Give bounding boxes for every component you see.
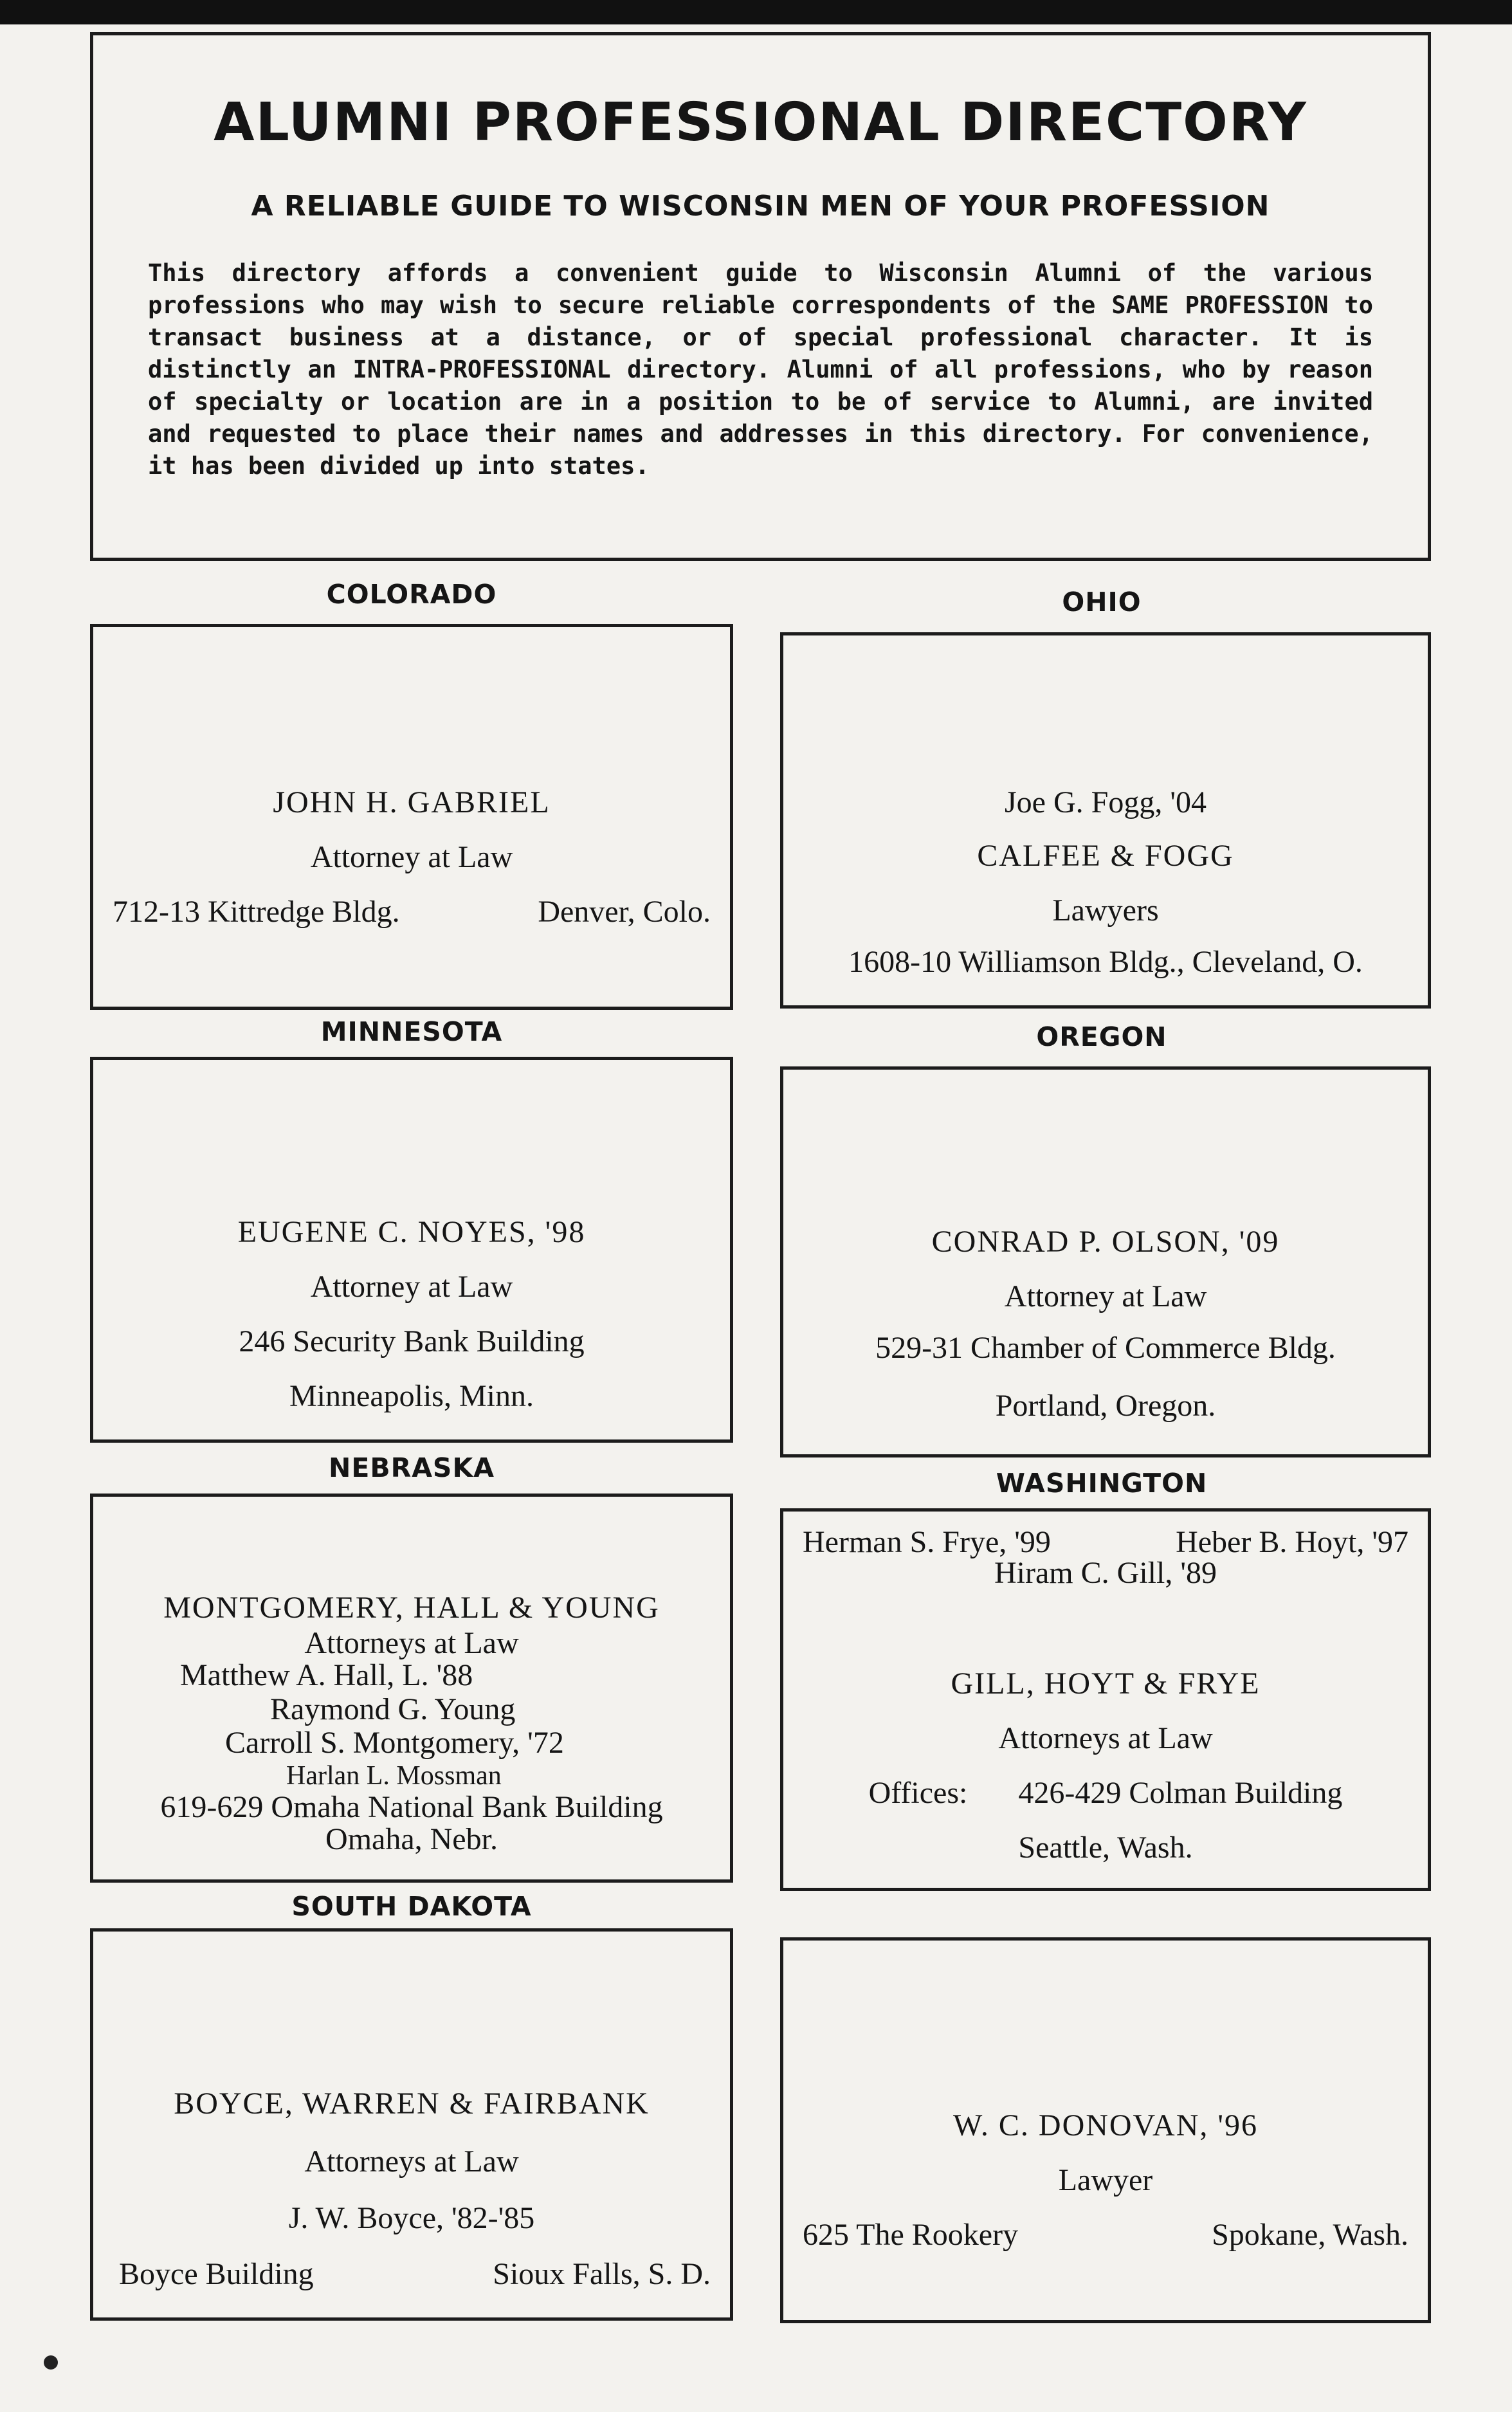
listing-city: Denver, Colo.	[538, 895, 711, 929]
listing-name: EUGENE C. NOYES, '98	[237, 1215, 586, 1249]
state-heading-oregon: OREGON	[1036, 1021, 1167, 1052]
listing-address-row	[783, 2217, 1428, 2252]
listing-firm: BOYCE, WARREN & FAIRBANK	[174, 2087, 650, 2121]
listing-title: Attorney at Law	[1004, 1279, 1207, 1313]
listing-firm: CALFEE & FOGG	[977, 839, 1234, 873]
listing-city: Minneapolis, Minn.	[289, 1379, 534, 1413]
listing-card-south-dakota	[90, 1928, 733, 2321]
listing-members-row	[783, 1524, 1428, 1560]
listing-city: Sioux Falls, S. D.	[493, 2257, 711, 2291]
listing-address: 529-31 Chamber of Commerce Bldg.	[875, 1331, 1336, 1365]
state-heading-ohio: OHIO	[1062, 587, 1142, 617]
intro-paragraph: This directory affords a convenient guide to Wisconsin Alumni of the various professions who may wish to secure reliable correspondents of the SAME PROFESSION to transact business at a distance, or of special professional character. It is distinctly an INTRA-PROFESSIONAL directory. Alumni of all professions, who by reason of specialty or location are in a position to be of service to Alumni, are invited and requested to place their names and addresses in this directory. For convenience, it has been divided up into states.	[148, 259, 1373, 480]
listing-title: Lawyers	[1052, 893, 1159, 927]
state-heading-south-dakota: SOUTH DAKOTA	[291, 1891, 532, 1922]
listing-card-nebraska	[90, 1494, 733, 1883]
page-title: ALUMNI PROFESSIONAL DIRECTORY	[214, 92, 1307, 153]
listing-address: 625 The Rookery	[803, 2218, 1019, 2252]
listing-member: Heber B. Hoyt, '97	[1176, 1525, 1408, 1559]
listing-address: 426-429 Colman Building	[1018, 1776, 1343, 1810]
listing-city: Omaha, Nebr.	[325, 1822, 498, 1856]
listing-address: 712-13 Kittredge Bldg.	[113, 895, 400, 929]
listing-title: Lawyer	[1058, 2163, 1153, 2197]
listing-title: Attorneys at Law	[998, 1721, 1213, 1755]
listing-card-minnesota	[90, 1057, 733, 1443]
listing-card-colorado	[90, 624, 733, 1010]
listing-member: Harlan L. Mossman	[286, 1761, 502, 1791]
print-speck	[44, 2355, 58, 2370]
listing-name: W. C. DONOVAN, '96	[952, 2108, 1259, 2142]
state-heading-colorado: COLORADO	[326, 579, 497, 610]
listing-title: Attorneys at Law	[304, 1626, 519, 1660]
listing-member: Matthew A. Hall, L. '88	[180, 1658, 473, 1692]
listing-address-row	[783, 1775, 1428, 1811]
listing-title: Attorney at Law	[310, 1270, 513, 1304]
state-heading-minnesota: MINNESOTA	[320, 1016, 503, 1047]
listing-address: 1608-10 Williamson Bldg., Cleveland, O.	[848, 945, 1363, 979]
listing-member: Hiram C. Gill, '89	[994, 1556, 1217, 1590]
listing-address-row	[93, 2256, 730, 2292]
listing-name: CONRAD P. OLSON, '09	[931, 1225, 1280, 1259]
listing-name: Joe G. Fogg, '04	[1005, 785, 1207, 819]
listing-member: J. W. Boyce, '82-'85	[288, 2201, 535, 2235]
page-subtitle: A RELIABLE GUIDE TO WISCONSIN MEN OF YOUR PROFESSION	[251, 190, 1270, 223]
listing-title: Attorneys at Law	[304, 2144, 519, 2179]
state-heading-washington: WASHINGTON	[996, 1468, 1208, 1499]
directory-header-box	[90, 32, 1431, 561]
state-heading-nebraska: NEBRASKA	[329, 1452, 495, 1483]
listing-card-washington	[780, 1508, 1431, 1891]
listing-address: Boyce Building	[119, 2257, 314, 2291]
listing-card-oregon	[780, 1066, 1431, 1457]
listing-member: Herman S. Frye, '99	[803, 1525, 1051, 1559]
listing-address-row	[93, 894, 730, 929]
listing-address: 246 Security Bank Building	[239, 1324, 585, 1358]
listing-card-spokane	[780, 1937, 1431, 2323]
listing-firm: GILL, HOYT & FRYE	[951, 1667, 1261, 1701]
listing-city: Spokane, Wash.	[1212, 2218, 1408, 2252]
scan-top-edge	[0, 0, 1512, 24]
listing-city: Seattle, Wash.	[1018, 1831, 1193, 1865]
offices-label: Offices:	[868, 1776, 968, 1810]
listing-member: Raymond G. Young	[270, 1692, 516, 1726]
listing-address: 619-629 Omaha National Bank Building	[160, 1790, 663, 1824]
listing-name: JOHN H. GABRIEL	[273, 785, 551, 819]
listing-member: Carroll S. Montgomery, '72	[225, 1726, 564, 1760]
listing-city: Portland, Oregon.	[995, 1389, 1216, 1423]
listing-title: Attorney at Law	[310, 840, 513, 874]
listing-card-ohio	[780, 632, 1431, 1009]
listing-firm: MONTGOMERY, HALL & YOUNG	[163, 1591, 660, 1625]
